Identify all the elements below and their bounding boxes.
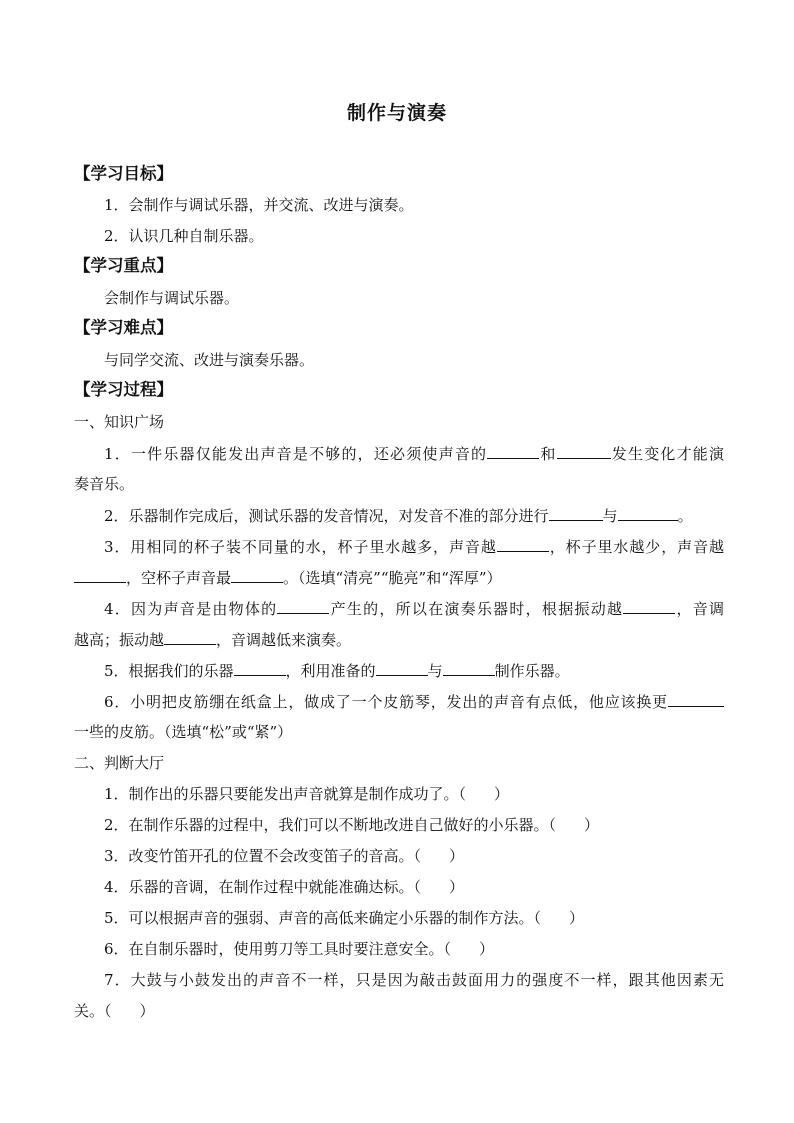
judge-item-6: 6．在自制乐器时，使用剪刀等工具时要注意安全。（ ） — [104, 940, 495, 958]
objective-item: 2．认识几种自制乐器。 — [104, 227, 264, 245]
objective-item: 1．会制作与调试乐器，并交流、改进与演奏。 — [104, 196, 414, 214]
fill-question-6-cont: 一些的皮筋。（选填“松”或“紧”） — [74, 723, 293, 741]
page-title: 制作与演奏 — [346, 102, 447, 124]
part2-heading: 二、判断大厅 — [74, 754, 165, 772]
fill-question-4: 4．因为声音是由物体的 产生的，所以在演奏乐器时，根据振动越 ，音调 — [104, 600, 724, 618]
judge-item-4: 4．乐器的音调，在制作过程中就能准确达标。（ ） — [104, 878, 465, 896]
answer-blank[interactable] — [231, 567, 283, 583]
part1-heading: 一、知识广场 — [74, 413, 165, 431]
judge-item-7-cont: 关。（ ） — [74, 1002, 155, 1020]
answer-blank[interactable] — [277, 598, 329, 614]
judge-item-5: 5．可以根据声音的强弱、声音的高低来确定小乐器的制作方法。（ ） — [104, 909, 585, 927]
fill-question-3-cont: ，空杯子声音最 。（选填“清亮”“脆亮”和“浑厚”） — [74, 567, 724, 588]
fill-question-2: 2．乐器制作完成后，测试乐器的发音情况，对发音不准的部分进行 与 。 — [104, 507, 693, 525]
fill-question-5: 5．根据我们的乐器 ，利用准备的 与 制作乐器。 — [104, 662, 570, 680]
answer-blank[interactable] — [623, 598, 675, 614]
judge-item-2: 2．在制作乐器的过程中，我们可以不断地改进自己做好的小乐器。（ ） — [104, 816, 600, 834]
answer-blank[interactable] — [668, 691, 724, 707]
key-points-text: 会制作与调试乐器。 — [104, 289, 240, 307]
answer-blank[interactable] — [487, 443, 539, 459]
answer-blank[interactable] — [164, 629, 216, 645]
answer-blank[interactable] — [234, 660, 286, 676]
answer-blank[interactable] — [618, 505, 678, 521]
answer-blank[interactable] — [497, 536, 549, 552]
objectives-heading: 【学习目标】 — [74, 164, 173, 183]
fill-question-1-cont: 奏音乐。 — [74, 475, 135, 493]
answer-blank[interactable] — [443, 660, 495, 676]
fill-question-6: 6．小明把皮筋绷在纸盒上，做成了一个皮筋琴，发出的声音有点低，他应该换更 — [104, 691, 724, 712]
difficulties-text: 与同学交流、改进与演奏乐器。 — [104, 351, 315, 369]
fill-question-1: 1．一件乐器仅能发出声音是不够的，还必须使声音的 和 发生变化才能演 — [104, 445, 724, 463]
fill-question-4-cont: 越高；振动越 ，音调越低来演奏。 — [74, 631, 352, 649]
process-heading: 【学习过程】 — [74, 380, 173, 399]
judge-item-1: 1．制作出的乐器只要能发出声音就算是制作成功了。（ ） — [104, 785, 510, 803]
answer-blank[interactable] — [376, 660, 428, 676]
difficulties-heading: 【学习难点】 — [74, 318, 173, 337]
key-points-heading: 【学习重点】 — [74, 256, 173, 275]
answer-blank[interactable] — [557, 443, 611, 459]
answer-blank[interactable] — [74, 567, 126, 583]
judge-item-3: 3．改变竹笛开孔的位置不会改变笛子的音高。（ ） — [104, 847, 465, 865]
answer-blank[interactable] — [549, 505, 603, 521]
judge-item-7: 7．大鼓与小鼓发出的声音不一样，只是因为敲击鼓面用力的强度不一样，跟其他因素无 — [104, 971, 724, 989]
fill-question-3: 3．用相同的杯子装不同量的水，杯子里水越多，声音越 ，杯子里水越少，声音越 — [104, 538, 724, 556]
